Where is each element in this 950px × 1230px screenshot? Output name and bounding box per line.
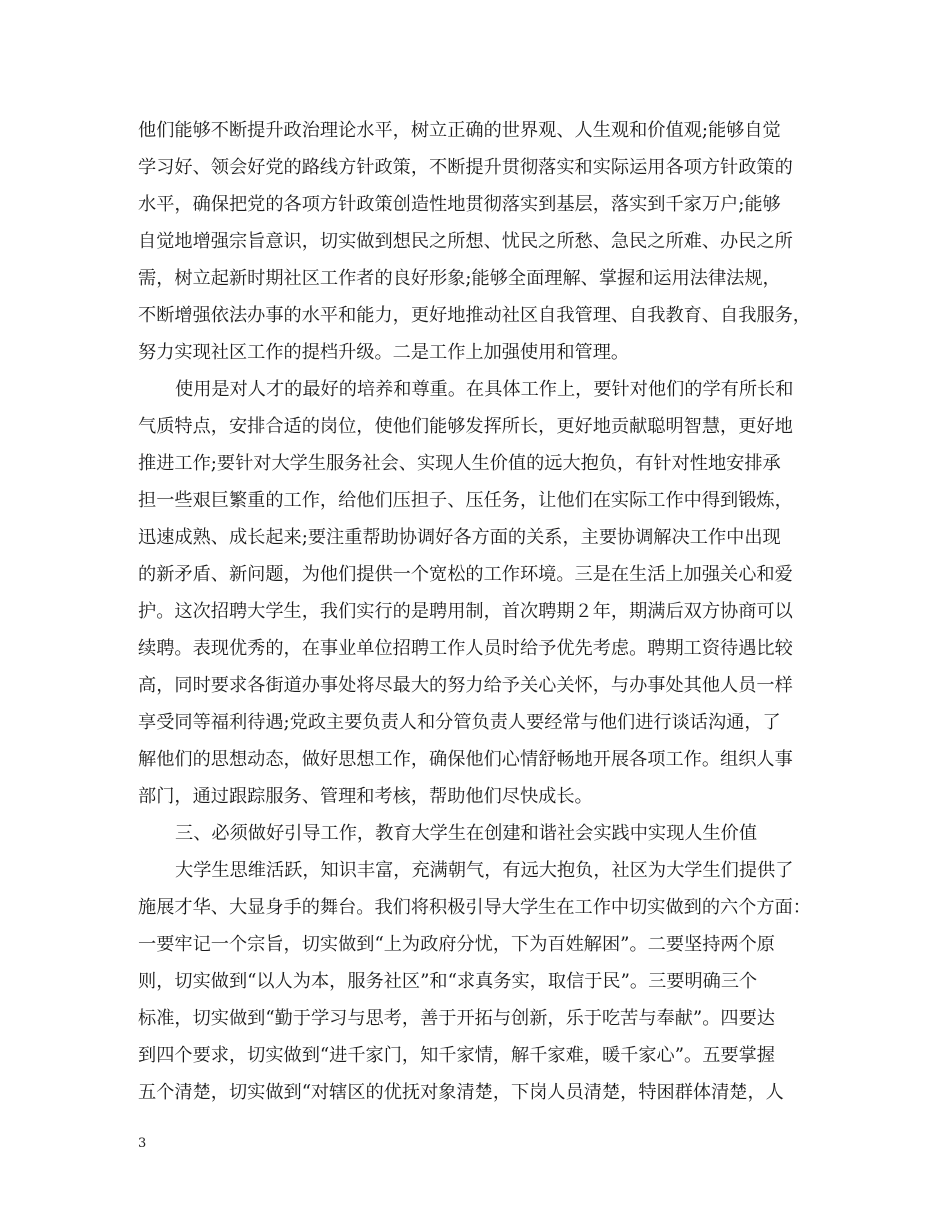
text-line: 大学生思维活跃，知识丰富，充满朝气，有远大抱负，社区为大学生们提供了 (175, 860, 794, 881)
text-line: 标准，切实做到“勤于学习与思考，善于开拓与创新，乐于吃苦与奉献”。四要达 (138, 1008, 775, 1029)
text-line: 水平，确保把党的各项方针政策创造性地贯彻落实到基层，落实到千家万户;能够 (138, 194, 781, 215)
text-line: 享受同等福利待遇;党政主要负责人和分管负责人要经常与他们进行谈话沟通，了 (138, 712, 781, 733)
text-line: 一要牢记一个宗旨，切实做到“上为政府分忧，下为百姓解困”。二要坚持两个原 (138, 934, 775, 955)
text-line: 解他们的思想动态，做好思想工作，确保他们心情舒畅地开展各项工作。组织人事 (138, 749, 793, 770)
page-number: 3 (138, 1136, 147, 1151)
text-line: 则，切实做到“以人为本，服务社区”和“求真务实，取信于民”。三要明确三个 (138, 971, 758, 992)
text-line: 三、必须做好引导工作，教育大学生在创建和谐社会实践中实现人生价值 (175, 823, 758, 844)
text-line: 续聘。表现优秀的，在事业单位招聘工作人员时给予优先考虑。聘期工资待遇比较 (138, 638, 793, 659)
text-line: 施展才华、大显身手的舞台。我们将积极引导大学生在工作中切实做到的六个方面： (138, 897, 811, 918)
text-line: 他们能够不断提升政治理论水平，树立正确的世界观、人生观和价值观;能够自觉 (138, 120, 781, 141)
text-line: 气质特点，安排合适的岗位，使他们能够发挥所长，更好地贡献聪明智慧，更好地 (138, 416, 793, 437)
text-line: 推进工作;要针对大学生服务社会、实现人生价值的远大抱负，有针对性地安排承 (138, 453, 781, 474)
text-line: 学习好、领会好党的路线方针政策，不断提升贯彻落实和实际运用各项方针政策的 (138, 157, 793, 178)
text-line: 担一些艰巨繁重的工作，给他们压担子、压任务，让他们在实际工作中得到锻炼， (138, 490, 793, 511)
text-line: 努力实现社区工作的提档升级。二是工作上加强使用和管理。 (138, 342, 630, 363)
text-line: 五个清楚，切实做到“对辖区的优抚对象清楚，下岗人员清楚，特困群体清楚，人 (138, 1082, 784, 1103)
text-line: 迅速成熟、成长起来;要注重帮助协调好各方面的关系，主要协调解决工作中出现 (138, 527, 781, 548)
text-line: 部门，通过跟踪服务、管理和考核，帮助他们尽快成长。 (138, 786, 593, 807)
body-text (138, 112, 822, 1111)
text-line: 不断增强依法办事的水平和能力，更好地推动社区自我管理、自我教育、自我服务， (138, 305, 811, 326)
text-line: 高，同时要求各街道办事处将尽最大的努力给予关心关怀，与办事处其他人员一样 (138, 675, 793, 696)
text-line: 的新矛盾、新问题，为他们提供一个宽松的工作环境。三是在生活上加强关心和爱 (138, 564, 793, 585)
text-line: 护。这次招聘大学生，我们实行的是聘用制，首次聘期２年，期满后双方协商可以 (138, 601, 793, 622)
text-line: 需，树立起新时期社区工作者的良好形象;能够全面理解、掌握和运用法律法规， (138, 268, 781, 289)
text-line: 使用是对人才的最好的培养和尊重。在具体工作上，要针对他们的学有所长和 (175, 379, 794, 400)
text-line: 到四个要求，切实做到“进千家门，知千家情，解千家难，暖千家心”。五要掌握 (138, 1045, 775, 1066)
text-line: 自觉地增强宗旨意识，切实做到想民之所想、忧民之所愁、急民之所难、办民之所 (138, 231, 793, 252)
